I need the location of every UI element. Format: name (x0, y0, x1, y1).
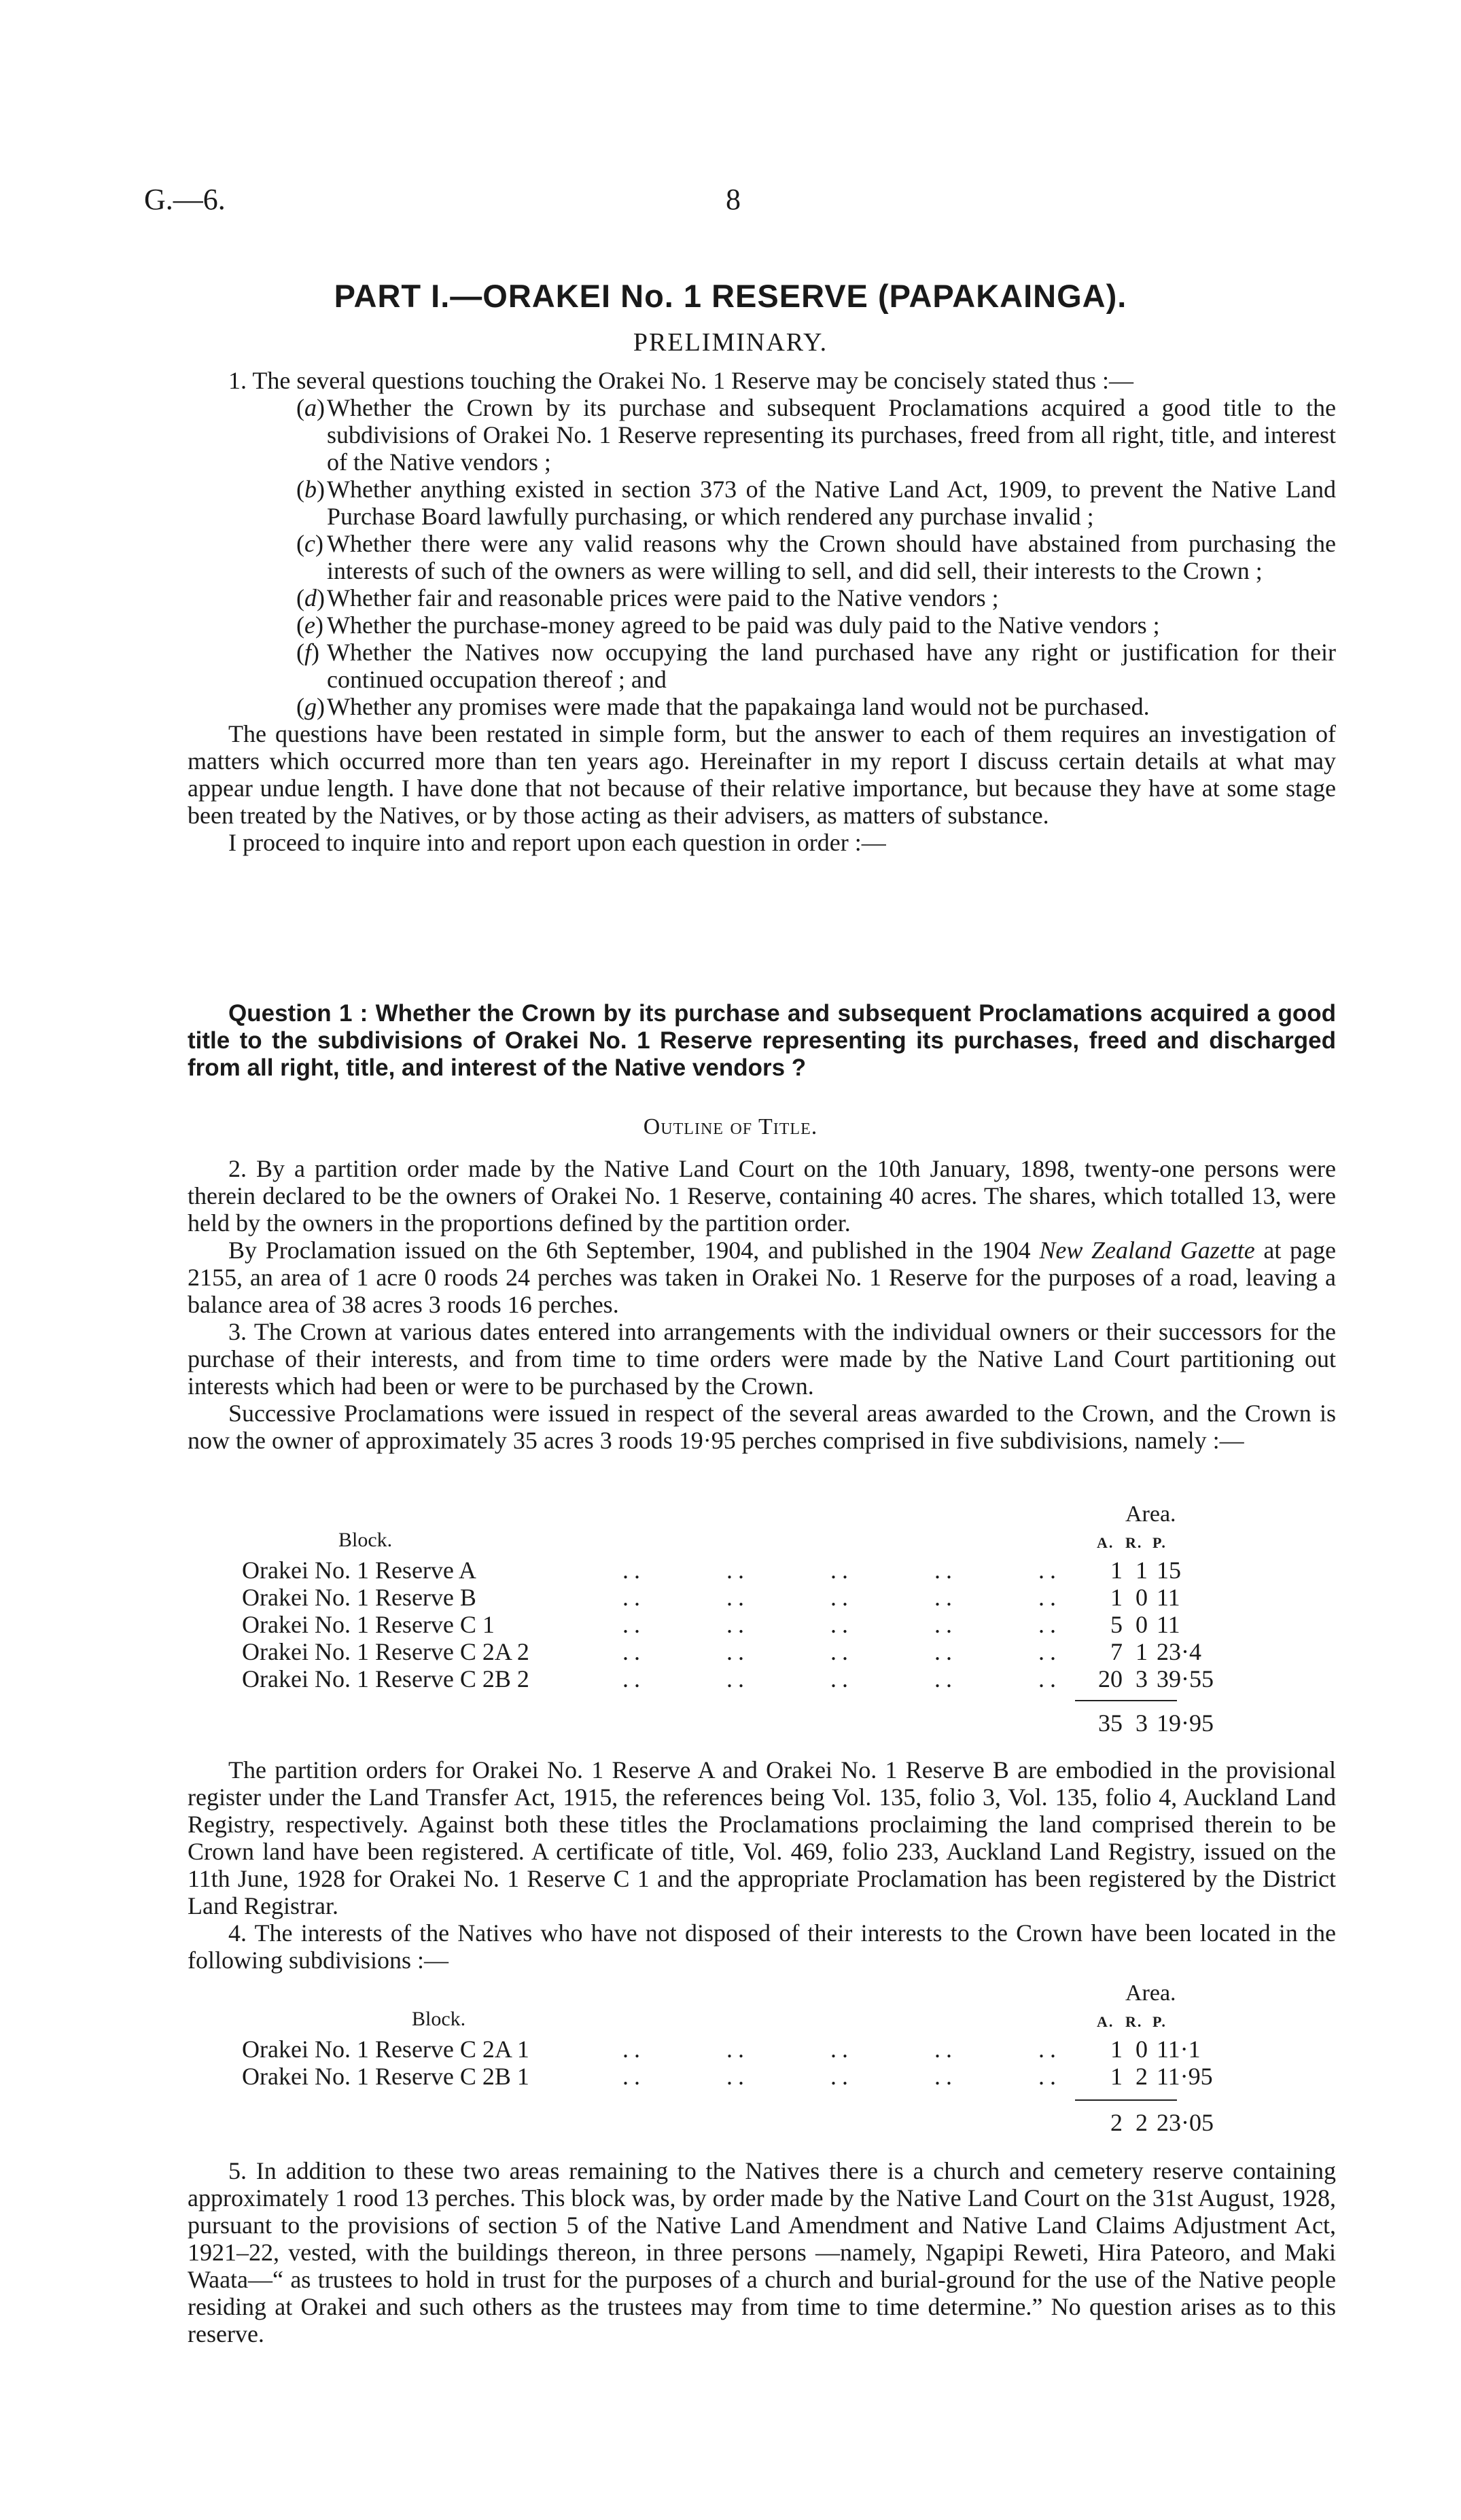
total-rule (1075, 2099, 1177, 2101)
crown-total-row (188, 1709, 1336, 1736)
question-item (242, 611, 1336, 639)
leader-dots: .. .. .. .. .. (622, 1611, 1061, 1638)
paragraph-2-proclamation: By Proclamation issued on the 6th September, 1904, and published in the 1904 New Zealand Gazette at page 2155, an area of 1 acre 0 roods 24 perches was taken in Orakei No. 1 Reserve for the purposes of a road, leaving a balance area of 38 acres 3 roods 16 perches. (188, 1237, 1336, 1318)
item-label: ( a ) (296, 394, 325, 421)
roods-value: 2 (1136, 2063, 1148, 2090)
paragraph-3-proclamations: Successive Proclamations were issued in respect of the several areas awarded to the Crown, and the Crown is now the owner of approximately 35 acres 3 roods 19·95 perches comprised in five subdivisions, namely :— (188, 1400, 1336, 1454)
item-text: Whether fair and reasonable prices were paid to the Native vendors ; (327, 584, 999, 611)
acres-header: A. (1097, 1534, 1114, 1551)
table-row (188, 1583, 1336, 1610)
total-roods: 3 (1136, 1709, 1148, 1737)
perches-value: 11·1 (1157, 2036, 1201, 2063)
preliminary-section (188, 367, 1336, 856)
question-item (242, 476, 1336, 530)
perches-value: 39·55 (1157, 1665, 1214, 1692)
item-label: ( c ) (296, 530, 323, 557)
leader-dots: .. .. .. .. .. (622, 2036, 1061, 2063)
paragraph-1-intro: 1. The several questions touching the Orakei No. 1 Reserve may be concisely stated thus :— (228, 367, 1133, 394)
area-header: Area. (1125, 1981, 1176, 2006)
paragraph-proceed: I proceed to inquire into and report upon each question in order :— (228, 829, 886, 856)
block-name: Orakei No. 1 Reserve C 2A 2 (242, 1638, 529, 1665)
roods-header: R. (1125, 1534, 1143, 1551)
block-name: Orakei No. 1 Reserve C 2B 1 (242, 2063, 529, 2090)
table-row (188, 1556, 1336, 1583)
perches-value: 11·95 (1157, 2063, 1213, 2090)
native-area-table (188, 1981, 1336, 2144)
question-item (242, 584, 1336, 611)
roods-value: 3 (1136, 1665, 1148, 1692)
item-label: ( d ) (296, 584, 325, 611)
question-item (242, 394, 1336, 476)
acres-value: 1 (1110, 2063, 1123, 2090)
question-item (242, 530, 1336, 584)
item-text: Whether any promises were made that the papakainga land would not be purchased. (327, 693, 1150, 720)
item-text: Whether the purchase-money agreed to be paid was duly paid to the Native vendors ; (327, 611, 1160, 639)
table-row (188, 2062, 1336, 2089)
block-name: Orakei No. 1 Reserve A (242, 1557, 476, 1584)
question-list (242, 394, 1336, 720)
native-table-rows (188, 2035, 1336, 2089)
church-reserve-section (188, 2157, 1336, 2347)
crown-area-table (188, 1502, 1336, 1746)
total-rule (1075, 1700, 1177, 1701)
question-1-text: Whether the Crown by its purchase and subsequent Proclamations acquired a good title to the subdivisions of Orakei No. 1 Reserve representing its purchases, freed and discharged from all right, title, and interest of the Native vendors ? (188, 1000, 1336, 1081)
perches-value: 23·4 (1157, 1638, 1201, 1665)
item-label: ( b ) (296, 476, 325, 503)
table-row (188, 1637, 1336, 1665)
total-perches: 23·05 (1157, 2109, 1214, 2136)
native-total-row (188, 2108, 1336, 2135)
perches-value: 11 (1157, 1611, 1180, 1638)
total-roods: 2 (1136, 2109, 1148, 2136)
leader-dots: .. .. .. .. .. (622, 1584, 1061, 1611)
perches-header: P. (1152, 1534, 1167, 1551)
partition-section (188, 1756, 1336, 1974)
total-acres: 2 (1110, 2109, 1123, 2136)
item-label: ( e ) (296, 611, 323, 639)
paragraph-4: 4. The interests of the Natives who have not disposed of their interests to the Crown have been located in the following subdivisions :— (188, 1919, 1336, 1974)
page-number: 8 (726, 183, 741, 216)
item-label: ( f ) (296, 639, 319, 666)
acres-value: 1 (1110, 1584, 1123, 1611)
perches-header: P. (1152, 2013, 1167, 2030)
part-title: PART I.—ORAKEI No. 1 RESERVE (PAPAKAINGA). (334, 278, 1127, 314)
acres-value: 1 (1110, 1557, 1123, 1584)
acres-value: 7 (1110, 1638, 1123, 1665)
table-row (188, 1610, 1336, 1637)
item-text: Whether there were any valid reasons why the Crown should have abstained from purchasing the interests of such of the owners as were willing to sell, and did sell, their interests to the Crown ; (327, 530, 1336, 584)
gazette-title: New Zealand Gazette (1039, 1237, 1255, 1264)
area-header: Area. (1125, 1502, 1176, 1527)
leader-dots: .. .. .. .. .. (622, 1557, 1061, 1584)
leader-dots: .. .. .. .. .. (622, 1638, 1061, 1665)
roods-value: 0 (1136, 1611, 1148, 1638)
acres-value: 1 (1110, 2036, 1123, 2063)
paragraph-2: 2. By a partition order made by the Native Land Court on the 10th January, 1898, twenty-one persons were therein declared to be the owners of Orakei No. 1 Reserve, containing 40 acres. The shares, which totalled 13, were held by the owners in the proportions defined by the partition order. (188, 1155, 1336, 1237)
crown-table-rows (188, 1556, 1336, 1692)
acres-value: 5 (1110, 1611, 1123, 1638)
block-name: Orakei No. 1 Reserve C 2A 1 (242, 2036, 529, 2063)
roods-value: 1 (1136, 1557, 1148, 1584)
table-row (188, 2035, 1336, 2062)
table-row (188, 1665, 1336, 1692)
block-name: Orakei No. 1 Reserve C 1 (242, 1611, 495, 1638)
acres-header: A. (1097, 2013, 1114, 2030)
question-item (242, 639, 1336, 693)
item-text: Whether the Natives now occupying the land purchased have any right or justification for their continued occupation thereof ; and (327, 639, 1336, 693)
perches-value: 11 (1157, 1584, 1180, 1611)
block-name: Orakei No. 1 Reserve B (242, 1584, 476, 1611)
outline-section (188, 1155, 1336, 1454)
question-item (242, 693, 1336, 720)
paragraph-5: 5. In addition to these two areas remaining to the Natives there is a church and cemetery reserve containing approximately 1 rood 13 perches. This block was, by order made by the Native Land Court on the 31st August, 1928, pursuant to the provisions of section 5 of the Native Land Amendment and Native Land Claims Adjustment Act, 1921–22, vested, with the buildings thereon, in three persons —namely, Ngapipi Reweti, Hira Pateoro, and Maki Waata—“ as trustees to hold in trust for the purposes of a church and burial-ground for the use of the Native people residing at Orakei and such others as the trustees may from time to time determine.” No question arises as to this reserve. (188, 2157, 1336, 2347)
paragraph-restated: The questions have been restated in simple form, but the answer to each of them requires an investigation of matters which occurred more than ten years ago. Hereinafter in my report I discuss certain details at what may appear undue length. I have done that not because of their relative importance, but because they have at some stage been treated by the Natives, or by those acting as their advisers, as matters of substance. (188, 720, 1336, 829)
item-label: ( g ) (296, 693, 325, 720)
total-acres: 35 (1098, 1709, 1123, 1737)
running-header-ref: G.—6. (144, 183, 226, 216)
paragraph-3: 3. The Crown at various dates entered into arrangements with the individual owners or their successors for the purchase of their interests, and from time to time orders were made by the Native Land Court partitioning out interests which had been or were to be purchased by the Crown. (188, 1318, 1336, 1400)
roods-value: 0 (1136, 1584, 1148, 1611)
block-header: Block. (412, 2008, 466, 2030)
leader-dots: .. .. .. .. .. (622, 2063, 1061, 2090)
outline-of-title-heading: Outline of Title. (643, 1114, 818, 1139)
perches-value: 15 (1157, 1557, 1181, 1584)
item-text: Whether the Crown by its purchase and subsequent Proclamations acquired a good title to the subdivisions of Orakei No. 1 Reserve representing its purchases, freed from all right, title, and interest of the Native vendors ; (327, 394, 1336, 476)
roods-value: 0 (1136, 2036, 1148, 2063)
item-text: Whether anything existed in section 373 of the Native Land Act, 1909, to prevent the Native Land Purchase Board lawfully purchasing, or which rendered any purchase invalid ; (327, 476, 1336, 530)
section-heading-preliminary: PRELIMINARY. (633, 328, 828, 357)
block-header: Block. (338, 1529, 393, 1551)
total-perches: 19·95 (1157, 1709, 1214, 1737)
acres-value: 20 (1098, 1665, 1123, 1692)
question-1-heading (188, 1000, 1336, 1082)
paragraph-partition: The partition orders for Orakei No. 1 Reserve A and Orakei No. 1 Reserve B are embodied in the provisional register under the Land Transfer Act, 1915, the references being Vol. 135, folio 3, Vol. 135, folio 4, Auckland Land Registry, respectively. Against both these titles the Proclamations proclaiming the land comprised therein to be Crown land have been registered. A certificate of title, Vol. 469, folio 233, Auckland Land Registry, issued on the 11th June, 1928 for Orakei No. 1 Reserve C 1 and the appropriate Proclamation has been registered by the District Land Registrar. (188, 1756, 1336, 1919)
block-name: Orakei No. 1 Reserve C 2B 2 (242, 1665, 529, 1692)
roods-value: 1 (1136, 1638, 1148, 1665)
question-1-label: Question 1 : (228, 1000, 368, 1027)
leader-dots: .. .. .. .. .. (622, 1665, 1061, 1692)
roods-header: R. (1125, 2013, 1143, 2030)
